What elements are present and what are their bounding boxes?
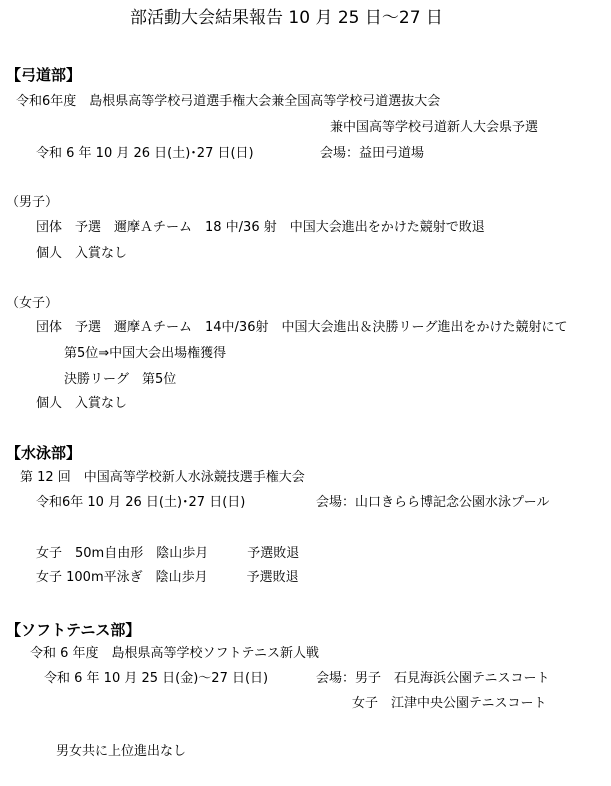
kyudo-event-line2: 兼中国高等学校弓道新人大会県予選 <box>330 120 539 135</box>
kyudo-girls-indiv: 個人 入賞なし <box>36 396 128 411</box>
page-title: 部活動大会結果報告 10 月 25 日～27 日 <box>130 8 443 28</box>
swim-event: 第 12 回 中国高等学校新人水泳競技選手権大会 <box>20 470 305 485</box>
kyudo-girls-team-note: 第5位⇒中国大会出場権獲得 <box>64 346 227 361</box>
kyudo-venue: 会場：益田弓道場 <box>320 146 425 161</box>
swim-heading: 【水泳部】 <box>6 444 82 462</box>
swim-date: 令和6年 10 月 26 日(土)･27 日(日) <box>36 495 246 510</box>
kyudo-date: 令和 6 年 10 月 26 日(土)･27 日(日) <box>36 146 254 161</box>
kyudo-boys-team: 団体 予選 邇摩Ａチーム 18 中/36 射 中国大会進出をかけた競射で敗退 <box>36 220 485 235</box>
tennis-date: 令和 6 年 10 月 25 日(金)～27 日(日) <box>44 671 269 686</box>
tennis-heading: 【ソフトテニス部】 <box>6 621 141 639</box>
tennis-event: 令和 6 年度 島根県高等学校ソフトテニス新人戦 <box>30 646 320 661</box>
tennis-result: 男女共に上位進出なし <box>56 744 187 759</box>
kyudo-boys-label: （男子） <box>6 195 59 210</box>
swim-result-2: 女子 100m平泳ぎ 陰山歩月 予選敗退 <box>36 570 299 585</box>
swim-venue: 会場：山口きらら博記念公園水泳プール <box>316 495 550 510</box>
tennis-venue-girls: 女子 江津中央公園テニスコート <box>352 696 547 711</box>
kyudo-girls-team: 団体 予選 邇摩Ａチーム 14中/36射 中国大会進出＆決勝リーグ進出をかけた競射にて <box>36 320 568 335</box>
tennis-venue-boys: 会場：男子 石見海浜公園テニスコート <box>316 671 550 686</box>
kyudo-boys-indiv: 個人 入賞なし <box>36 246 128 261</box>
kyudo-heading: 【弓道部】 <box>6 66 82 84</box>
kyudo-event-line1: 令和6年度 島根県高等学校弓道選手権大会兼全国高等学校弓道選抜大会 <box>16 94 441 109</box>
kyudo-girls-label: （女子） <box>6 296 59 311</box>
kyudo-girls-final: 決勝リーグ 第5位 <box>64 372 177 387</box>
swim-result-1: 女子 50m自由形 陰山歩月 予選敗退 <box>36 546 300 561</box>
